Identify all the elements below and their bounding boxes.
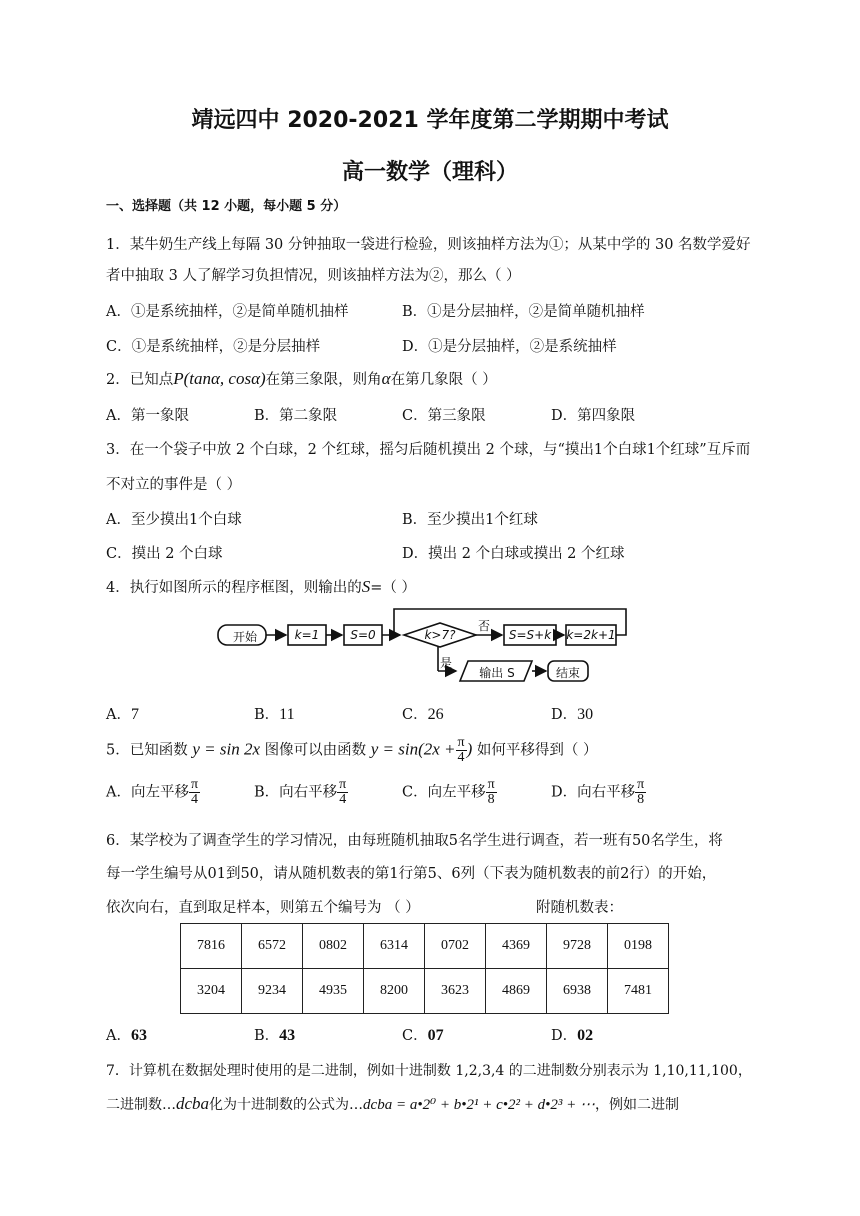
q1-option-a: A．①是系统抽样，②是简单随机抽样: [106, 304, 349, 320]
q6-option-c-label: C．: [402, 1028, 428, 1044]
q2-alpha: α: [381, 369, 391, 388]
table-cell: 8200: [364, 969, 425, 1014]
q5-option-c-text: C．向左平移: [402, 784, 486, 801]
q2-option-a: A．第一象限: [106, 408, 189, 424]
table-cell: 0702: [425, 924, 486, 969]
flow-cond-label: k>7?: [424, 628, 456, 642]
table-cell: 4869: [486, 969, 547, 1014]
table-cell: 9234: [242, 969, 303, 1014]
q5-option-a-num: π: [190, 777, 199, 792]
table-cell: 3623: [425, 969, 486, 1014]
q4-option-b-label: B．: [254, 707, 280, 723]
q5-option-c-den: 8: [487, 792, 495, 807]
q6-option-c: [402, 1024, 444, 1045]
q4-text: 4．执行如图所示的程序框图，则输出的: [106, 580, 362, 596]
q7-formula: dcba = a•2⁰ + b•2¹ + c•2² + d•2³ + ⋯: [363, 1097, 595, 1113]
q6-option-c-value: 07: [427, 1027, 444, 1044]
q4-var: S: [361, 577, 371, 596]
q5-option-d: [551, 778, 646, 807]
q5-func2-right: ): [466, 739, 473, 759]
q6-option-b-label: B．: [254, 1028, 280, 1044]
q5-option-b-text: B．向右平移: [254, 784, 338, 801]
q7-tail: ，例如二进制: [594, 1097, 679, 1113]
q5-func1: y = sin 2x: [192, 739, 260, 759]
q7-mid: 化为十进制数的公式为…: [209, 1097, 364, 1113]
q2-option-c: C．第三象限: [402, 408, 486, 424]
table-cell: 6314: [364, 924, 425, 969]
q4-option-c-label: C．: [402, 707, 428, 723]
q6-line3: 依次向右，直到取足样本，则第五个编号为 （ ）: [106, 900, 420, 916]
q6-option-d-label: D．: [551, 1028, 578, 1044]
q7-dcba: dcba: [176, 1094, 210, 1113]
q3-option-d: D．摸出 2 个白球或摸出 2 个红球: [402, 546, 625, 562]
table-cell: 9728: [547, 924, 608, 969]
q4-option-b-value: 11: [279, 706, 295, 723]
q5-option-c-frac: [486, 778, 497, 807]
q4-option-d: [551, 703, 593, 724]
q4-option-a-label: A．: [106, 707, 131, 723]
q5-option-c: [402, 778, 497, 807]
q4-option-c-value: 26: [427, 706, 444, 723]
q5-option-d-frac: [635, 778, 646, 807]
q1-line1: 1．某牛奶生产线上每隔 30 分钟抽取一袋进行检验，则该抽样方法为①；从某中学的 30 名数学爱好: [106, 237, 751, 253]
q2-prefix: 2．已知点: [106, 372, 174, 388]
q4-option-b: [254, 703, 295, 724]
q4-option-a: [106, 703, 139, 724]
q3-option-c: C．摸出 2 个白球: [106, 546, 223, 562]
q5-option-a-frac: [189, 778, 200, 807]
q6-line1: 6．某学校为了调查学生的学习情况，由每班随机抽取5名学生进行调查，若一班有50名学生，将: [106, 833, 723, 849]
q6-line2: 每一学生编号从01到50，请从随机数表的第1行第5、6列（下表为随机数表的前2行）的开始，: [106, 866, 717, 882]
q3-line1: 3．在一个袋子中放 2 个白球，2 个红球，摇匀后随机摸出 2 个球，与“摸出1个白球1个红球”互斥而: [106, 442, 751, 458]
q1-option-d: D．①是分层抽样，②是系统抽样: [402, 339, 617, 355]
q5-middle: 图像可以由函数: [264, 742, 367, 759]
q6-option-a-value: 63: [130, 1027, 147, 1044]
q6-option-a: [106, 1024, 147, 1045]
q3-option-b: B．至少摸出1个红球: [402, 512, 538, 528]
table-row: [181, 924, 669, 969]
page-subtitle: 高一数学（理科）: [341, 160, 518, 185]
section-heading: 一、选择题（共 12 小题，每小题 5 分）: [106, 199, 347, 214]
random-number-table: [180, 923, 669, 1014]
q5-tail: 如何平移得到（ ）: [476, 742, 598, 759]
q4-tail: =（ ）: [370, 580, 416, 596]
q6-table-caption: 附随机数表：: [536, 900, 623, 916]
flow-output-label: 输出 S: [479, 666, 515, 680]
page-title: 靖远四中 2020-2021 学年度第二学期期中考试: [191, 108, 669, 133]
q5-func2-frac: [456, 736, 467, 765]
flow-yes-label: 是: [440, 656, 453, 670]
q4-stem: [106, 576, 416, 597]
q2-point-expr: P(tanα, cosα): [173, 369, 266, 388]
q5-option-c-num: π: [487, 777, 495, 792]
q4-option-d-label: D．: [551, 707, 578, 723]
q2-option-d: D．第四象限: [551, 408, 636, 424]
q1-option-c: C．①是系统抽样，②是分层抽样: [106, 339, 321, 355]
table-row: [181, 969, 669, 1014]
q3-option-a: A．至少摸出1个白球: [106, 512, 242, 528]
table-cell: 0198: [608, 924, 669, 969]
q4-option-d-value: 30: [577, 706, 594, 723]
q5-option-a: [106, 778, 200, 807]
q5-option-d-text: D．向右平移: [551, 784, 636, 801]
q6-option-b-value: 43: [279, 1027, 296, 1044]
flow-no-label: 否: [478, 619, 491, 633]
q2-suffix: 在第几象限（ ）: [390, 372, 497, 388]
q7-prefix: 二进制数…: [106, 1097, 176, 1113]
q5-stem: [106, 736, 597, 765]
q5-option-d-num: π: [637, 777, 645, 792]
q6-option-d: [551, 1024, 593, 1045]
q1-line2: 者中抽取 3 人了解学习负担情况，则该抽样方法为②，那么（ ）: [106, 268, 521, 284]
flow-update-k-label: k=2k+1: [566, 628, 616, 642]
flow-start-label: 开始: [232, 630, 257, 644]
q5-option-d-den: 8: [637, 792, 645, 807]
table-cell: 6572: [242, 924, 303, 969]
q5-func2-left: y = sin(2x +: [370, 739, 456, 759]
table-cell: 6938: [547, 969, 608, 1014]
table-cell: 7481: [608, 969, 669, 1014]
q5-option-b-num: π: [339, 777, 347, 792]
q2-stem: [106, 368, 497, 389]
q5-option-b: [254, 778, 348, 807]
q5-option-a-den: 4: [191, 792, 199, 807]
q1-option-b: B．①是分层抽样，②是简单随机抽样: [402, 304, 645, 320]
flow-update-s-label: S=S+k: [508, 628, 552, 642]
flow-sinit-label: S=0: [350, 628, 376, 642]
q4-option-c: [402, 703, 444, 724]
table-cell: 4935: [303, 969, 364, 1014]
flow-kinit-label: k=1: [294, 628, 320, 642]
q6-option-a-label: A．: [106, 1028, 131, 1044]
q7-line1: 7．计算机在数据处理时使用的是二进制，例如十进制数 1,2,3,4 的二进制数分别表示为 1,10,11,100，: [106, 1063, 752, 1079]
q4-option-a-value: 7: [130, 706, 139, 723]
q5-func2-num: π: [457, 735, 465, 750]
table-cell: 4369: [486, 924, 547, 969]
q5-prefix: 5．已知函数: [106, 742, 188, 759]
q7-line2: [106, 1094, 679, 1114]
q2-mid: 在第三象限，则角: [265, 372, 382, 388]
q5-option-a-text: A．向左平移: [106, 784, 189, 801]
q3-line2: 不对立的事件是（ ）: [106, 477, 242, 493]
q5-func2-den: 4: [457, 750, 465, 765]
q6-option-b: [254, 1024, 295, 1045]
table-cell: 0802: [303, 924, 364, 969]
q5-option-b-den: 4: [339, 792, 347, 807]
table-cell: 3204: [181, 969, 242, 1014]
q6-option-d-value: 02: [577, 1027, 594, 1044]
flow-end-label: 结束: [555, 666, 580, 680]
table-cell: 7816: [181, 924, 242, 969]
q2-option-b: B．第二象限: [254, 408, 338, 424]
q5-option-b-frac: [337, 778, 348, 807]
